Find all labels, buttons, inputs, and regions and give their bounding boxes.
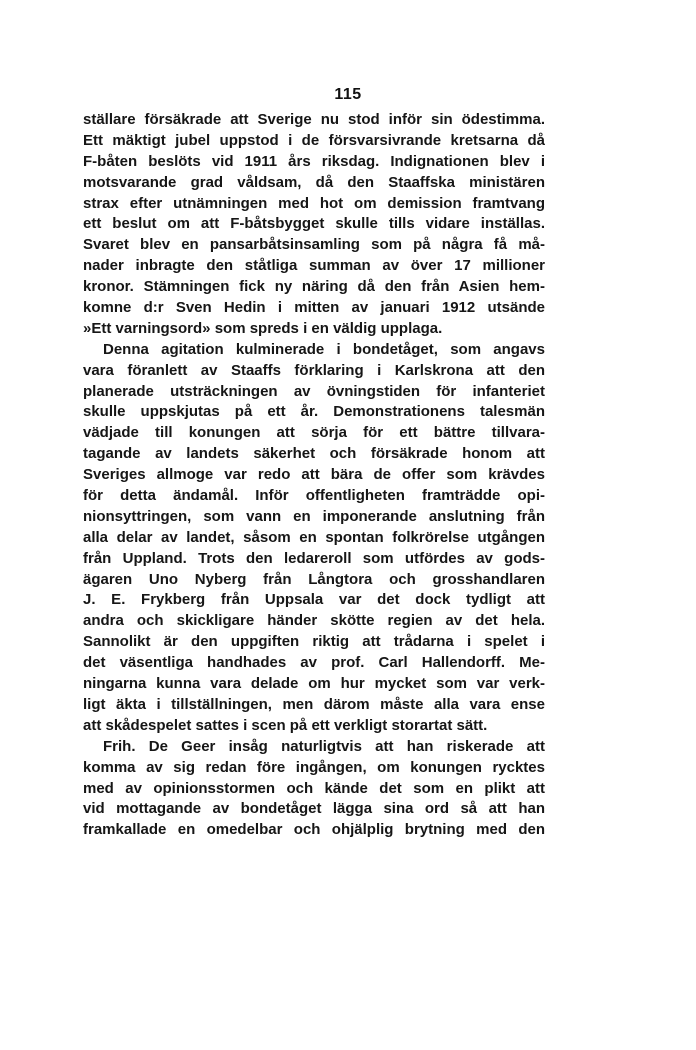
text-line: andra och skickligare händer skötte regien av det hela. (83, 612, 545, 630)
text-line: Denna agitation kulminerade i bondetåget, som angavs (103, 340, 545, 358)
text-line: kronor. Stämningen fick ny näring då den från Asien hem- (83, 278, 545, 296)
text-line: att skådespelet sattes i scen på ett verkligt storartat sätt. (83, 716, 488, 734)
text-line: ställare försäkrade att Sverige nu stod inför sin ödestimma. (83, 111, 545, 128)
text-line: vid mottagande av bondetåget lägga sina ord så att han (83, 800, 545, 818)
text-line: J. E. Frykberg från Uppsala var det dock tydligt att (83, 591, 545, 609)
text-line: ningarna kunna vara delade om hur mycket som var verk- (83, 675, 545, 693)
text-line: framkallade en omedelbar och ohjälplig brytning med den (83, 821, 545, 839)
text-line: Sannolikt är den uppgiften riktig att trådarna i spelet i (83, 633, 545, 651)
text-line: Frih. De Geer insåg naturligtvis att han riskerade att (103, 737, 545, 755)
text-line: »Ett varningsord» som spreds i en väldig upplaga. (83, 319, 443, 337)
body-text (83, 110, 545, 841)
text-line: Svaret blev en pansarbåtsinsamling som på några få må- (83, 236, 545, 254)
text-line: F-båten beslöts vid 1911 års riksdag. Indignationen blev i (83, 152, 545, 170)
text-line: komma av sig redan före ingången, om konungen rycktes (83, 758, 545, 776)
text-line: alla delar av landet, såsom en spontan folkrörelse utgången (83, 528, 545, 546)
text-line: planerade utsträckningen av övningstiden för infanteriet (83, 382, 545, 400)
text-line: Sveriges allmoge var redo att bära de offer som krävdes (83, 466, 545, 484)
text-line: det väsentliga handhades av prof. Carl Hallendorff. Me- (83, 654, 545, 672)
text-line: vara föranlett av Staaffs förklaring i Karlskrona att den (83, 361, 545, 379)
text-line: tagande av landets säkerhet och försäkrade honom att (83, 445, 545, 463)
text-line: skulle uppskjutas på ett år. Demonstrationens talesmän (83, 403, 545, 421)
text-line: ett beslut om att F-båtsbygget skulle tills vidare inställas. (83, 215, 545, 233)
text-line: nionsyttringen, som vann en imponerande anslutning från (83, 507, 545, 525)
text-line: strax efter utnämningen med hot om demission framtvang (83, 194, 545, 212)
text-line: ligt äkta i tillställningen, men därom måste alla vara ense (83, 695, 545, 713)
text-line: för detta ändamål. Inför offentligheten framträdde opi- (83, 487, 545, 505)
text-line: Ett mäktigt jubel uppstod i de försvarsivrande kretsarna då (83, 131, 545, 149)
text-line: vädjade till konungen att sörja för ett bättre tillvara- (83, 424, 545, 442)
text-line: nader inbragte den ståtliga summan av över 17 millioner (83, 257, 545, 275)
text-line: med av opinionsstormen och kände det som en plikt att (83, 779, 545, 797)
text-line: motsvarande grad våldsam, då den Staaffska ministären (83, 173, 545, 191)
page-number: 115 (334, 86, 362, 103)
text-line: ägaren Uno Nyberg från Långtora och grosshandlaren (83, 570, 545, 588)
text-line: komne d:r Sven Hedin i mitten av januari 1912 utsände (83, 299, 545, 317)
text-line: från Uppland. Trots den ledareroll som utfördes av gods- (83, 549, 545, 567)
